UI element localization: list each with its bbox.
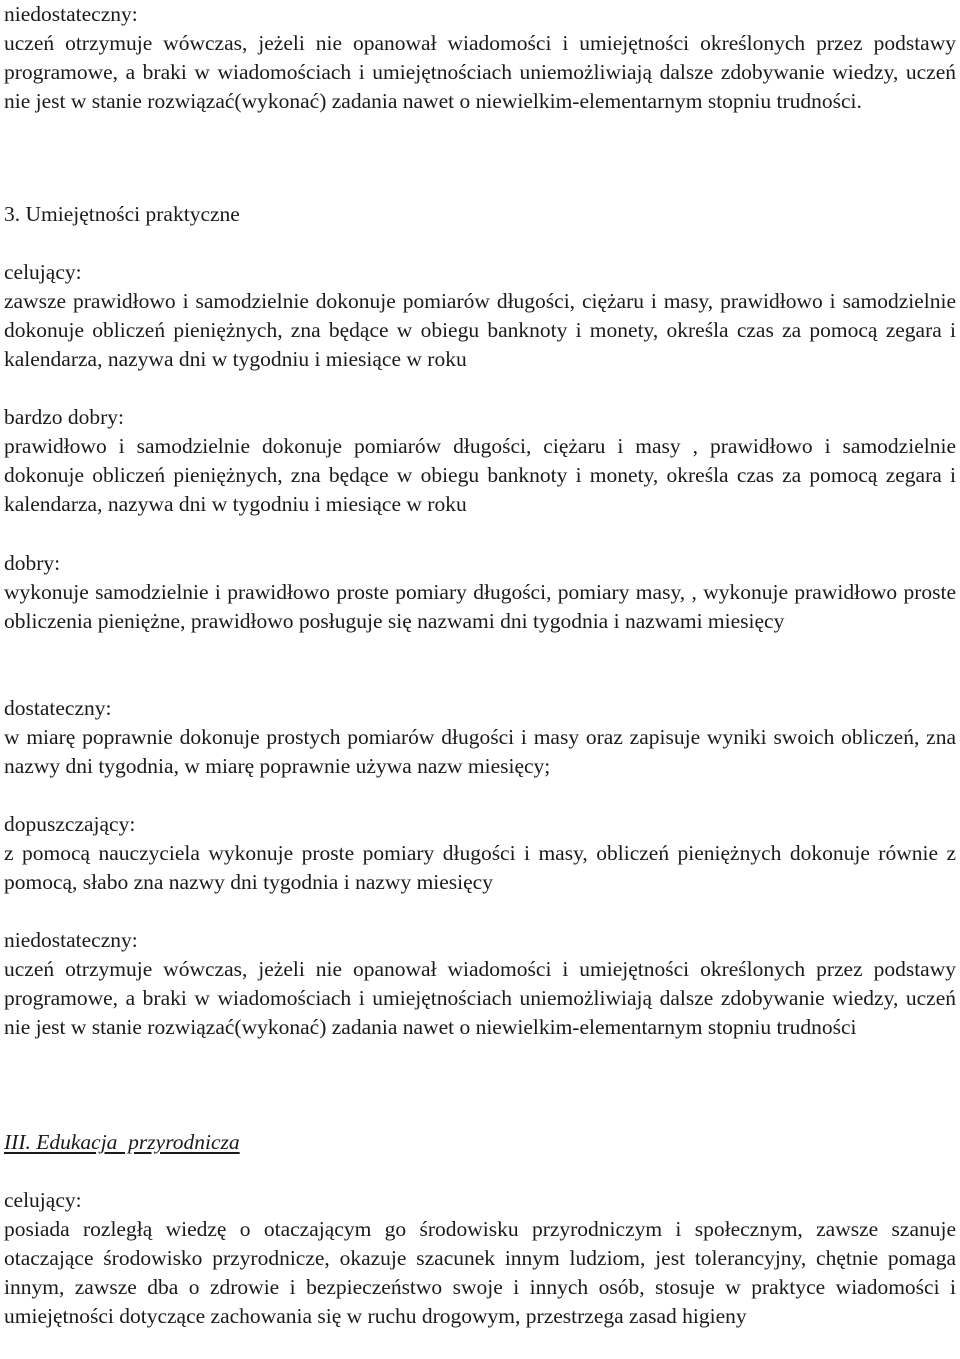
grade-description: posiada rozległą wiedzę o otaczającym go środowisku przyrodniczym i społecznym, zawsze szanuje otaczające środowisko przyrodnicze, okazuje szacunek innym ludziom, jest tolerancyjny, chętnie pomaga innym, zawsze dba o zdrowie i bezpieczeństwo swoje i innych osób, stosuje w praktyce wiadomości i umiejętności dotyczące zachowania się w ruchu drogowym, przestrzega zasad higieny [4, 1217, 956, 1328]
grade-block-niedostateczny [4, 926, 956, 1042]
section-title: III. Edukacja przyrodnicza [4, 1130, 240, 1154]
grade-block-dopuszczajacy [4, 810, 956, 897]
grade-block-dobry [4, 549, 956, 636]
grade-block-dostateczny [4, 694, 956, 781]
grade-block-celujacy-przyroda [4, 1186, 956, 1331]
grade-block-celujacy [4, 258, 956, 374]
grade-description: uczeń otrzymuje wówczas, jeżeli nie opanował wiadomości i umiejętności określonych przez podstawy programowe, a braki w wiadomościach i umiejętnościach uniemożliwiają dalsze zdobywanie wiedzy, uczeń nie jest w stanie rozwiązać(wykonać) zadania nawet o niewielkim-elementarnym stopniu trudności. [4, 31, 956, 113]
section-3-block [4, 200, 956, 229]
grade-description: wykonuje samodzielnie i prawidłowo proste pomiary długości, pomiary masy, , wykonuje prawidłowo proste obliczenia pieniężne, prawidłowo posługuje się nazwami dni tygodnia i nazwami miesięcy [4, 580, 956, 633]
grade-heading: celujący: [4, 1188, 82, 1212]
grade-block-bardzo-dobry [4, 403, 956, 519]
section-III-block [4, 1128, 956, 1157]
grade-description: w miarę poprawnie dokonuje prostych pomiarów długości i masy oraz zapisuje wyniki swoich obliczeń, zna nazwy dni tygodnia, w miarę poprawnie używa nazw miesięcy; [4, 725, 956, 778]
grade-heading: dobry: [4, 551, 61, 575]
grade-heading: niedostateczny: [4, 2, 138, 26]
grade-description: z pomocą nauczyciela wykonuje proste pomiary długości i masy, obliczeń pieniężnych dokonuje równie z pomocą, słabo zna nazwy dni tygodnia i nazwy miesięcy [4, 841, 956, 894]
grade-heading: dopuszczający: [4, 812, 136, 836]
grade-block-niedostateczny-top [4, 0, 956, 116]
grade-heading: niedostateczny: [4, 928, 138, 952]
grade-heading: dostateczny: [4, 696, 112, 720]
grade-description: prawidłowo i samodzielnie dokonuje pomiarów długości, ciężaru i masy , prawidłowo i samodzielnie dokonuje obliczeń pieniężnych, zna będące w obiegu banknoty i monety, określa czas za pomocą zegara i kalendarza, nazywa dni w tygodniu i miesiące w roku [4, 434, 956, 516]
grade-description: uczeń otrzymuje wówczas, jeżeli nie opanował wiadomości i umiejętności określonych przez podstawy programowe, a braki w wiadomościach i umiejętnościach uniemożliwiają dalsze zdobywanie wiedzy, uczeń nie jest w stanie rozwiązać(wykonać) zadania nawet o niewielkim-elementarnym stopniu trudności [4, 957, 956, 1039]
section-title: 3. Umiejętności praktyczne [4, 202, 240, 226]
grade-heading: celujący: [4, 260, 82, 284]
grade-description: zawsze prawidłowo i samodzielnie dokonuje pomiarów długości, ciężaru i masy, prawidłowo i samodzielnie dokonuje obliczeń pieniężnych, zna będące w obiegu banknoty i monety, określa czas za pomocą zegara i kalendarza, nazywa dni w tygodniu i miesiące w roku [4, 289, 956, 371]
grade-heading: bardzo dobry: [4, 405, 125, 429]
